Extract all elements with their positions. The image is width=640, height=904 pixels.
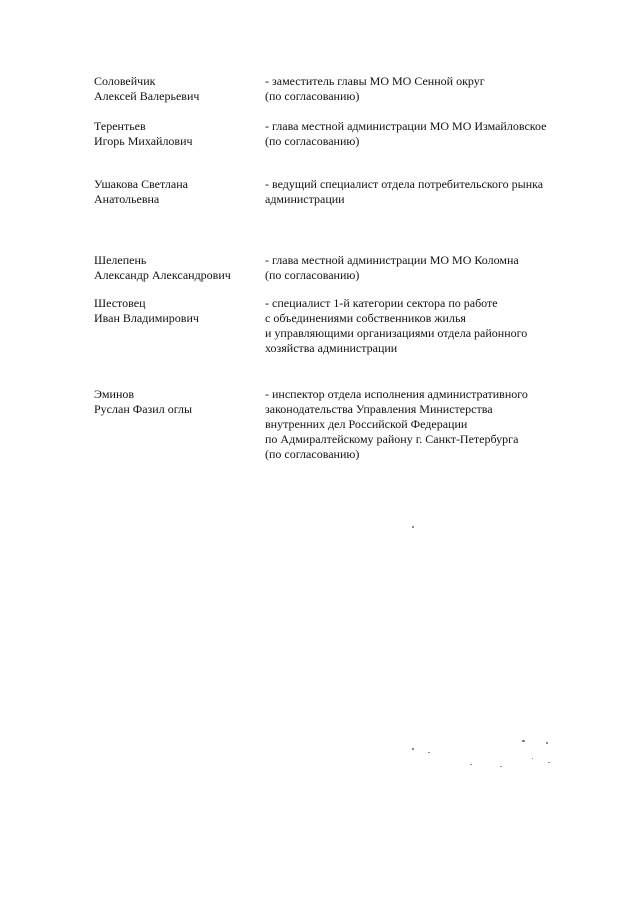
member-given-names: Алексей Валерьевич [94, 89, 200, 103]
role-line: - ведущий специалист отдела потребительского рынка [265, 177, 544, 191]
member-role [265, 296, 571, 356]
role-line: - глава местной администрации МО МО Коломна [265, 253, 519, 267]
member-surname: Ушакова Светлана [94, 177, 188, 191]
role-line: (по согласованию) [265, 134, 360, 148]
member-name [94, 253, 259, 283]
member-surname: Шестовец [94, 296, 146, 310]
member-given-names: Иван Владимирович [94, 311, 199, 325]
role-line: (по согласованию) [265, 268, 360, 282]
scan-speck [412, 526, 414, 528]
member-role [265, 119, 571, 149]
scan-speck [522, 740, 525, 742]
role-line: внутренних дел Российской Федерации [265, 417, 468, 431]
role-line: (по согласованию) [265, 447, 360, 461]
role-line: по Адмиралтейскому району г. Санкт-Петербурга [265, 432, 519, 446]
role-line: - глава местной администрации МО МО Измайловское [265, 119, 547, 133]
scan-speck [412, 748, 414, 750]
scan-speck [500, 766, 502, 767]
role-line: (по согласованию) [265, 89, 360, 103]
member-name [94, 177, 259, 207]
member-surname: Соловейчик [94, 74, 156, 88]
role-line: администрации [265, 192, 345, 206]
role-line: - инспектор отдела исполнения административного [265, 387, 528, 401]
member-name [94, 296, 259, 326]
member-surname: Терентьев [94, 119, 146, 133]
scan-speck [532, 758, 533, 759]
member-name [94, 387, 259, 417]
role-line: хозяйства администрации [265, 341, 398, 355]
scan-speck [548, 762, 550, 763]
role-line: и управляющими организациями отдела районного [265, 326, 528, 340]
member-name [94, 74, 259, 104]
member-given-names: Анатольевна [94, 192, 160, 206]
member-role [265, 253, 571, 283]
role-line: - заместитель главы МО МО Сенной округ [265, 74, 485, 88]
member-role [265, 387, 571, 462]
member-surname: Шелепень [94, 253, 147, 267]
scan-speck [428, 752, 430, 753]
member-role [265, 74, 571, 104]
member-role [265, 177, 571, 207]
role-line: - специалист 1-й категории сектора по работе [265, 296, 498, 310]
member-name [94, 119, 259, 149]
scan-speck [470, 764, 472, 765]
role-line: законодательства Управления Министерства [265, 402, 493, 416]
member-surname: Эминов [94, 387, 135, 401]
member-given-names: Игорь Михайлович [94, 134, 193, 148]
member-given-names: Александр Александрович [94, 268, 231, 282]
member-given-names: Руслан Фазил оглы [94, 402, 193, 416]
scan-speck [546, 742, 548, 744]
role-line: с объединениями собственников жилья [265, 311, 466, 325]
